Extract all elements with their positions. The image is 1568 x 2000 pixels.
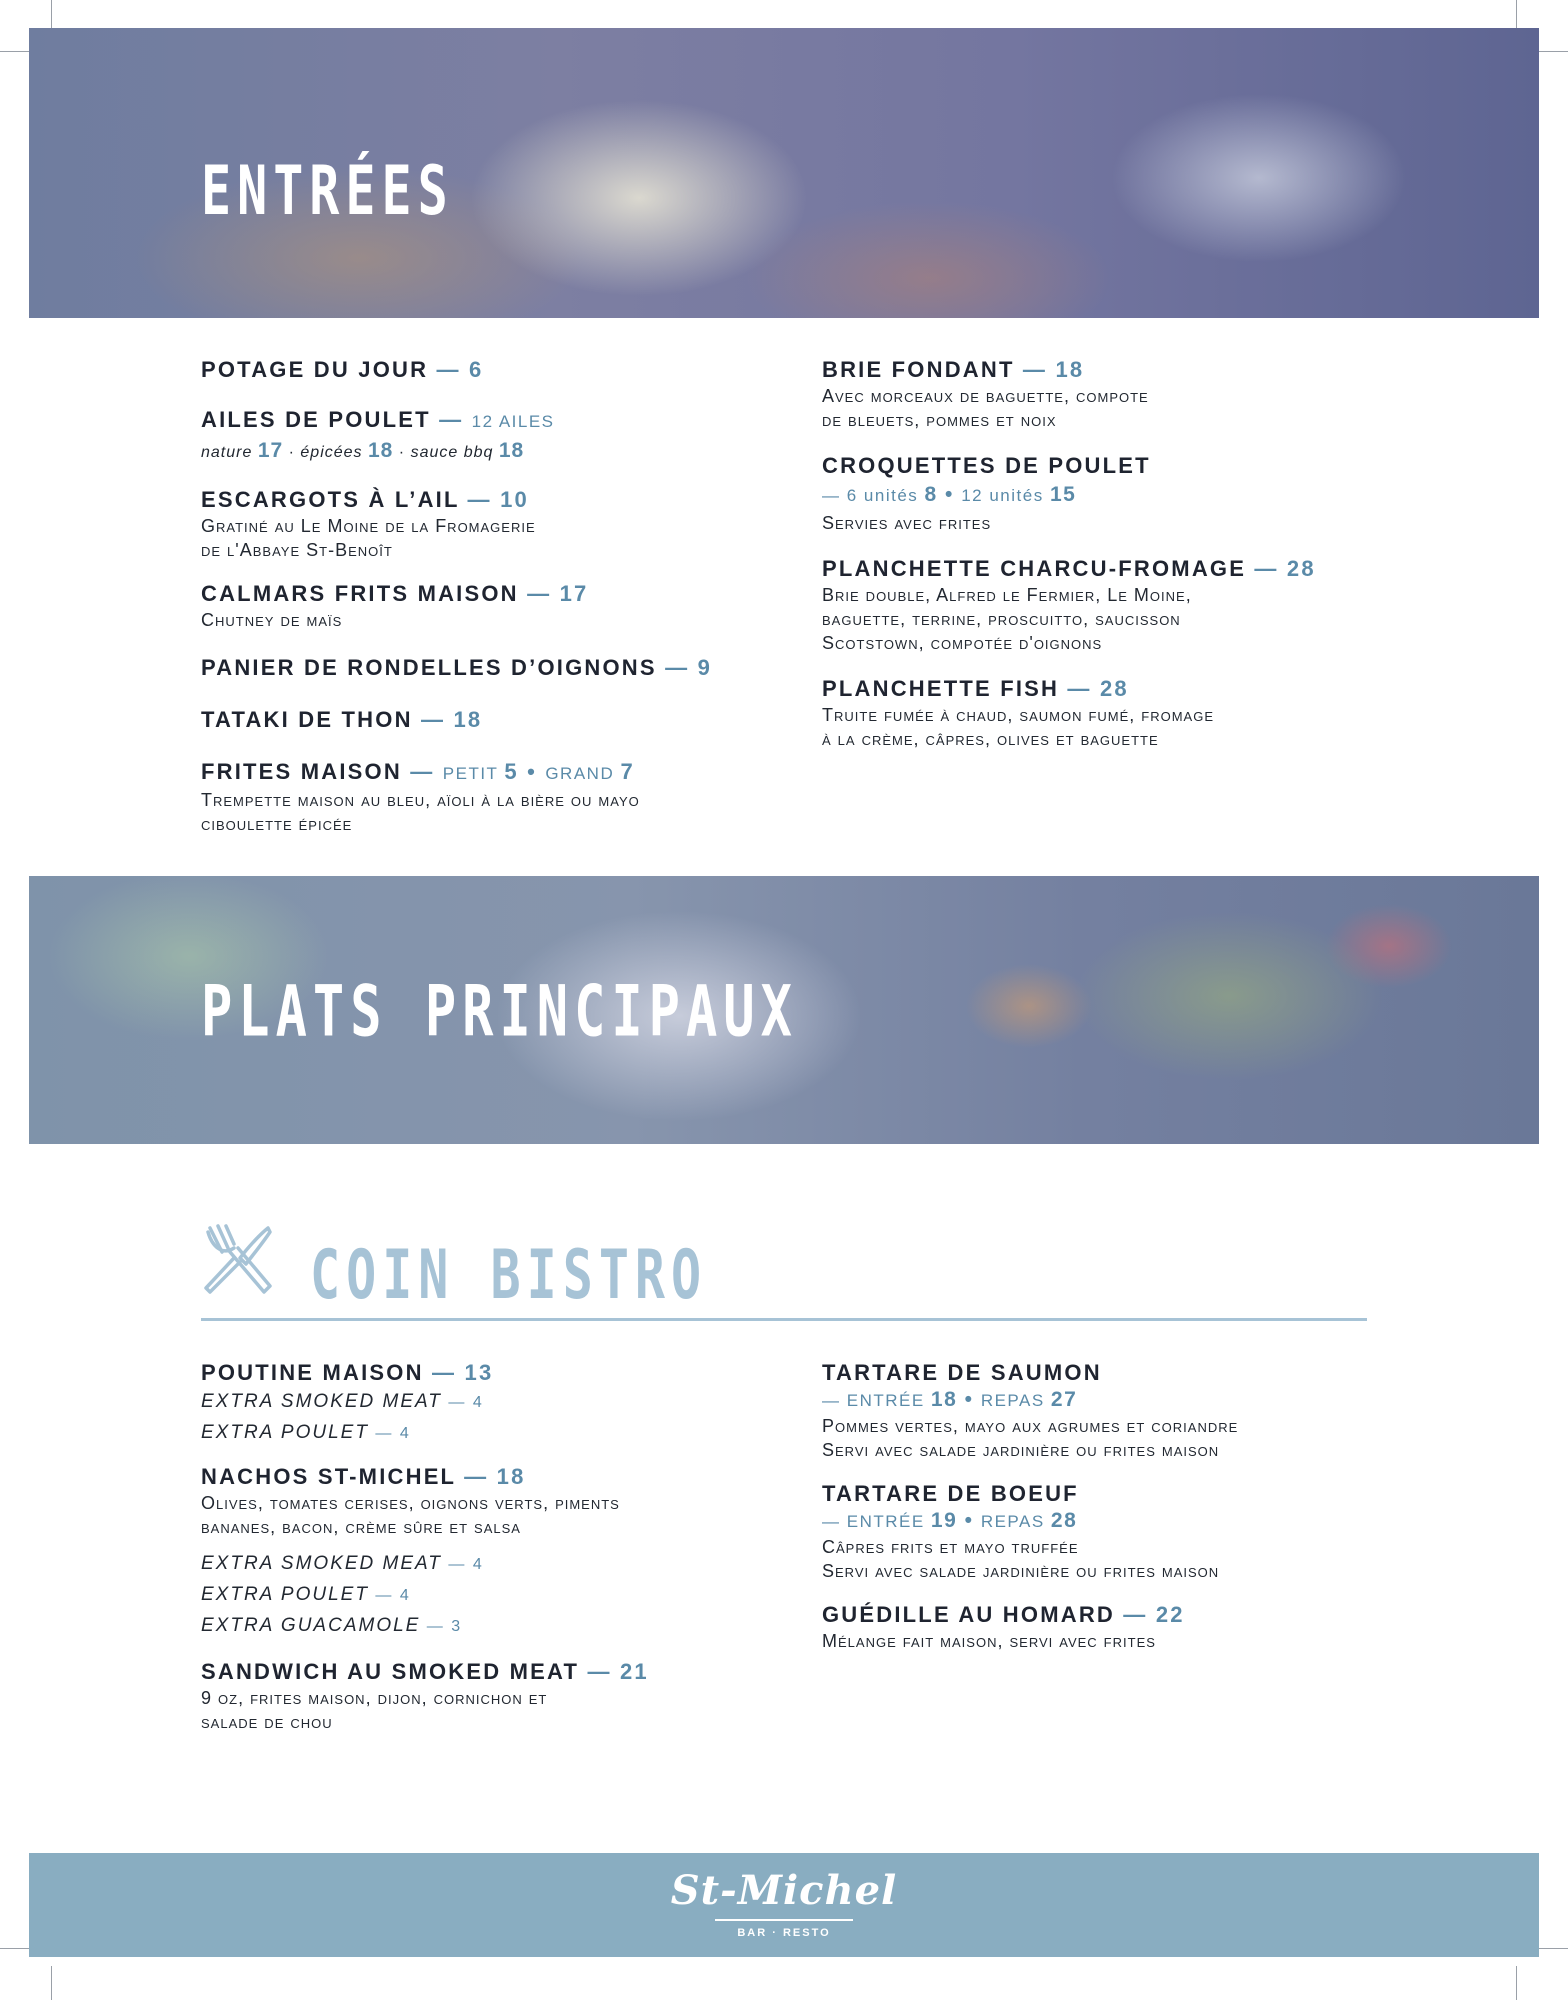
option-separator: •	[937, 483, 962, 506]
extra-price: — 4	[441, 1394, 484, 1411]
item-name: AILES DE POULET	[201, 407, 431, 432]
item-name: TATAKI DE THON	[201, 707, 413, 732]
portion-separator: •	[957, 1509, 981, 1532]
item-price: 9	[697, 655, 713, 680]
portion-price: 18	[930, 1388, 958, 1411]
menu-item-poutine	[201, 1359, 791, 1449]
item-description: Chutney de maïs	[201, 610, 343, 630]
price-dash: —	[579, 1659, 620, 1684]
item-name: GUÉDILLE AU HOMARD	[822, 1602, 1115, 1627]
option-separator: ·	[393, 444, 411, 461]
price-dash: —	[1246, 556, 1287, 581]
item-price: 18	[1055, 357, 1085, 382]
item-name: PANIER DE RONDELLES D’OIGNONS	[201, 655, 657, 680]
item-description: Olives, tomates cerises, oignons verts, piments	[201, 1493, 620, 1513]
fork-knife-icon	[200, 1222, 276, 1298]
item-name: POTAGE DU JOUR	[201, 357, 429, 382]
extra-option	[201, 1611, 791, 1642]
price-dash: —	[1014, 357, 1056, 382]
extra-price: — 4	[368, 1587, 411, 1604]
price-dash: —	[428, 357, 470, 382]
item-price: 17	[559, 581, 589, 606]
extra-label: EXTRA POULET	[201, 1584, 369, 1605]
menu-item-tataki	[201, 706, 791, 734]
item-description: à la crème, câpres, olives et baguette	[822, 729, 1159, 749]
bistro-divider	[201, 1318, 1367, 1321]
price-dash: —	[430, 407, 472, 432]
menu-item-calmars	[201, 580, 791, 632]
crop-mark	[1516, 1966, 1517, 2000]
price-dash: —	[1059, 676, 1100, 701]
item-description: Brie double, Alfred le Fermier, Le Moine,	[822, 585, 1192, 605]
option-separator: ·	[283, 444, 301, 461]
croquettes-options	[822, 480, 1442, 511]
item-description: Pommes vertes, mayo aux agrumes et coriandre	[822, 1416, 1239, 1436]
option-label: épicées	[300, 444, 368, 461]
item-price: 10	[500, 487, 529, 512]
entrees-right-column	[822, 356, 1442, 751]
size-price: 5	[504, 759, 519, 784]
item-quantity: 12 AILES	[471, 412, 555, 431]
logo-tagline: BAR · RESTO	[737, 1927, 831, 1939]
item-name: CALMARS FRITS MAISON	[201, 581, 519, 606]
price-dash: —	[822, 1391, 847, 1410]
price-dash: —	[822, 486, 847, 505]
plats-banner	[29, 876, 1539, 1144]
item-description: Servies avec frites	[822, 513, 992, 533]
item-price: 28	[1099, 676, 1129, 701]
price-dash: —	[401, 759, 443, 784]
item-price: 18	[453, 707, 483, 732]
item-name: PLANCHETTE CHARCU-FROMAGE	[822, 556, 1247, 581]
item-description: bananes, bacon, crème sûre et salsa	[201, 1517, 521, 1537]
item-description: Mélange fait maison, servi avec frites	[822, 1631, 1156, 1651]
menu-item-tartare-saumon	[822, 1359, 1442, 1462]
price-dash: —	[459, 487, 501, 512]
price-dash: —	[412, 707, 454, 732]
logo-underline	[715, 1919, 853, 1921]
bistro-title: COIN BISTRO	[310, 1236, 708, 1315]
option-price: 17	[257, 439, 284, 462]
item-name: TARTARE DE BOEUF	[822, 1481, 1079, 1506]
portion-label: REPAS	[980, 1512, 1051, 1531]
item-name: ESCARGOTS À L’AIL	[201, 487, 460, 512]
menu-item-ailes	[201, 406, 791, 468]
item-description: 9 oz, frites maison, dijon, cornichon et	[201, 1688, 548, 1708]
crop-mark	[51, 1966, 52, 2000]
portion-label: ENTRÉE	[846, 1512, 931, 1531]
item-price: 22	[1155, 1602, 1185, 1627]
item-description: de l'Abbaye St-Benoît	[201, 540, 393, 560]
menu-item-charcu-fromage	[822, 555, 1442, 655]
menu-item-escargots	[201, 486, 791, 562]
extra-price: — 4	[441, 1556, 484, 1573]
item-name: BRIE FONDANT	[822, 357, 1015, 382]
item-name: TARTARE DE SAUMON	[822, 1360, 1102, 1385]
item-name: PLANCHETTE FISH	[822, 676, 1060, 701]
extra-label: EXTRA POULET	[201, 1422, 369, 1443]
extra-option	[201, 1387, 791, 1418]
item-description: Trempette maison au bleu, aïoli à la bière ou mayo	[201, 790, 640, 810]
item-price: 28	[1286, 556, 1316, 581]
extra-price: — 4	[368, 1425, 411, 1442]
item-name: POUTINE MAISON	[201, 1360, 424, 1385]
option-price: 18	[367, 439, 394, 462]
price-dash: —	[1115, 1602, 1156, 1627]
price-dash: —	[455, 1464, 497, 1489]
price-dash: —	[423, 1360, 465, 1385]
item-description: Avec morceaux de baguette, compote	[822, 386, 1149, 406]
extra-option	[201, 1418, 791, 1449]
extra-label: EXTRA GUACAMOLE	[201, 1615, 421, 1636]
portion-label: REPAS	[980, 1391, 1051, 1410]
item-price: 21	[619, 1659, 649, 1684]
item-description: de bleuets, pommes et noix	[822, 410, 1057, 430]
crop-mark	[1534, 1948, 1568, 1949]
menu-item-croquettes	[822, 452, 1442, 535]
extra-option	[201, 1580, 791, 1611]
item-price: 18	[496, 1464, 526, 1489]
extra-label: EXTRA SMOKED MEAT	[201, 1391, 442, 1412]
menu-item-tartare-boeuf	[822, 1480, 1442, 1583]
option-label: sauce bbq	[410, 444, 499, 461]
item-name: CROQUETTES DE POULET	[822, 453, 1151, 478]
size-separator: •	[518, 759, 546, 784]
portion-options	[822, 1387, 1442, 1414]
extra-option	[201, 1549, 791, 1580]
restaurant-logo: St-Michel	[670, 1867, 898, 1914]
item-description: salade de chou	[201, 1712, 333, 1732]
option-price: 18	[498, 439, 525, 462]
extra-label: EXTRA SMOKED MEAT	[201, 1553, 442, 1574]
size-price: 7	[620, 759, 635, 784]
portion-price: 19	[930, 1509, 958, 1532]
size-label: GRAND	[545, 764, 621, 783]
portion-label: ENTRÉE	[846, 1391, 931, 1410]
entrees-banner	[29, 28, 1539, 318]
price-dash: —	[656, 655, 698, 680]
option-price: 8	[924, 483, 938, 506]
item-description: Câpres frits et mayo truffée	[822, 1537, 1079, 1557]
item-name: NACHOS ST-MICHEL	[201, 1464, 456, 1489]
item-name: SANDWICH AU SMOKED MEAT	[201, 1659, 580, 1684]
crop-mark	[1534, 51, 1568, 52]
menu-item-panier	[201, 654, 791, 682]
item-name: FRITES MAISON	[201, 759, 402, 784]
entrees-left-column	[201, 356, 791, 836]
price-dash: —	[822, 1512, 847, 1531]
portion-price: 27	[1050, 1388, 1078, 1411]
item-description: ciboulette épicée	[201, 814, 353, 834]
menu-item-guedille	[822, 1601, 1442, 1653]
option-label: 6 unités	[846, 486, 925, 505]
item-price: 6	[469, 357, 484, 382]
menu-item-nachos	[201, 1463, 791, 1642]
bistro-left-column	[201, 1359, 791, 1734]
plats-title: PLATS PRINCIPAUX	[201, 972, 798, 1053]
portion-separator: •	[957, 1388, 981, 1411]
item-description: Servi avec salade jardinière ou frites maison	[822, 1440, 1220, 1460]
option-price: 15	[1049, 483, 1077, 506]
ailes-options	[201, 436, 791, 468]
item-description: Truite fumée à chaud, saumon fumé, fromage	[822, 705, 1215, 725]
footer-bar	[29, 1853, 1539, 1957]
size-label: PETIT	[442, 764, 505, 783]
price-dash: —	[518, 581, 560, 606]
item-description: Gratiné au Le Moine de la Fromagerie	[201, 516, 536, 536]
menu-item-sandwich	[201, 1658, 791, 1734]
extra-price: — 3	[420, 1618, 463, 1635]
item-description: Scotstown, compotée d'oignons	[822, 633, 1103, 653]
option-label: nature	[201, 444, 258, 461]
entrees-title: ENTRÉES	[201, 152, 454, 231]
menu-item-frites	[201, 758, 791, 836]
option-label: 12 unités	[961, 486, 1050, 505]
item-price: 13	[464, 1360, 494, 1385]
item-description: baguette, terrine, proscuitto, saucisson	[822, 609, 1181, 629]
menu-item-brie	[822, 356, 1442, 432]
menu-item-potage	[201, 356, 791, 384]
menu-item-fish	[822, 675, 1442, 751]
portion-options	[822, 1508, 1442, 1535]
item-description: Servi avec salade jardinière ou frites maison	[822, 1561, 1220, 1581]
bistro-right-column	[822, 1359, 1442, 1653]
portion-price: 28	[1050, 1509, 1078, 1532]
